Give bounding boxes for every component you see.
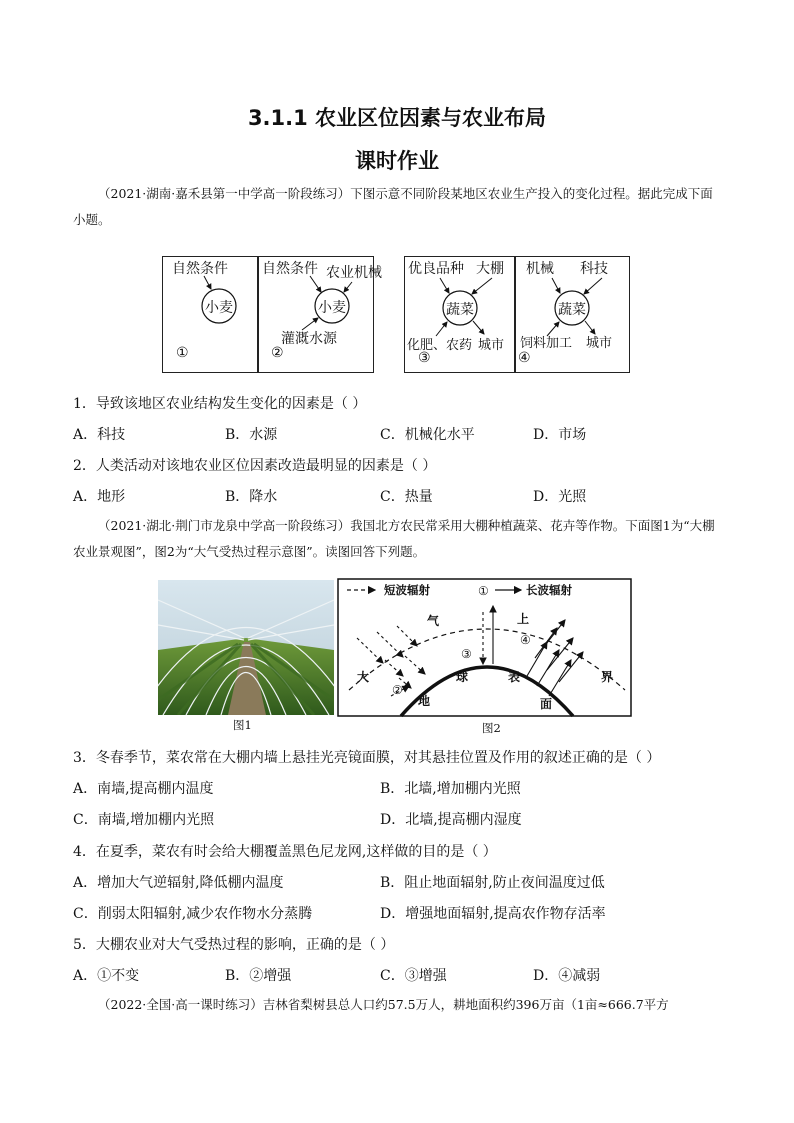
page-title: 3.1.1 农业区位因素与农业布局: [247, 106, 547, 130]
panel4-output-2: 城市: [586, 336, 613, 351]
atmos-label-1: 大: [357, 670, 370, 684]
panel3-input-1: 优良品种: [408, 261, 464, 277]
figure-2-caption: 图2: [482, 721, 501, 735]
question-4-stem: 4．在夏季，菜农有时会给大棚覆盖黑色尼龙网,这样做的目的是（ ）: [73, 844, 497, 860]
question-1-stem: 1．导致该地区农业结构发生变化的因素是（ ）: [73, 396, 367, 412]
radiation-mark-2: ②: [392, 683, 403, 697]
q3-option-a[interactable]: A．南墙,提高棚内温度: [73, 781, 214, 797]
atmos-label-2: 气: [427, 614, 440, 628]
q5-option-b[interactable]: B．②增强: [225, 968, 292, 984]
panel3-input-2: 大棚: [476, 261, 504, 277]
panel1-input: 自然条件: [172, 261, 228, 277]
panel4-input-2: 科技: [580, 261, 608, 277]
question-2-stem: 2．人类活动对该地农业区位因素改造最明显的因素是（ ）: [73, 458, 437, 474]
intro-paragraph-3: （2022·全国·高一课时练习）吉林省梨树县总人口约57.5万人，耕地面积约396万亩（1亩≈666.7平方: [98, 997, 669, 1012]
panel2-number: ②: [271, 345, 284, 361]
earth-label-4: 面: [540, 697, 553, 711]
atmosphere-heating-diagram: [337, 578, 633, 718]
atmos-label-4: 界: [601, 670, 614, 684]
panel3-output-2: 城市: [478, 338, 505, 353]
q3-option-d[interactable]: D．北墙,提高棚内湿度: [380, 812, 522, 828]
q2-option-a[interactable]: A．地形: [73, 489, 126, 505]
panel3-number: ③: [418, 350, 431, 366]
figure-1-caption: 图1: [233, 718, 252, 732]
panel2-input-2: 农业机械: [326, 265, 382, 281]
panel4-input-1: 机械: [526, 261, 554, 277]
panel1-crop: 小麦: [205, 300, 233, 316]
panel3-output-1: 化肥、农药: [407, 338, 473, 353]
q5-option-a[interactable]: A．①不变: [73, 968, 140, 984]
q2-option-d[interactable]: D．光照: [533, 489, 587, 505]
q1-option-d[interactable]: D．市场: [533, 427, 587, 443]
q3-option-c[interactable]: C．南墙,增加棚内光照: [73, 812, 215, 828]
radiation-mark-1: ①: [478, 584, 489, 598]
q5-option-d[interactable]: D．④减弱: [533, 968, 601, 984]
legend-short-wave: 短波辐射: [384, 583, 430, 597]
question-5-stem: 5．大棚农业对大气受热过程的影响，正确的是（ ）: [73, 937, 395, 953]
earth-label-2: 球: [456, 670, 469, 684]
earth-label-1: 地: [418, 694, 431, 708]
q4-option-c[interactable]: C．削弱太阳辐射,减少农作物水分蒸腾: [73, 906, 313, 922]
intro-paragraph-1: （2021·湖南·嘉禾县第一中学高一阶段练习）下图示意不同阶段某地区农业生产投入的变化过程。据此完成下面小题。: [73, 186, 713, 227]
atmos-label-3: 上: [517, 612, 530, 626]
q2-option-c[interactable]: C．热量: [380, 489, 433, 505]
q5-option-c[interactable]: C．③增强: [380, 968, 447, 984]
radiation-mark-4: ④: [520, 633, 531, 647]
panel4-crop: 蔬菜: [558, 302, 586, 318]
radiation-mark-3: ③: [461, 647, 472, 661]
q4-option-b[interactable]: B．阻止地面辐射,防止夜间温度过低: [380, 875, 605, 891]
panel4-number: ④: [518, 350, 531, 366]
panel2-output: 灌溉水源: [281, 331, 337, 347]
question-3-stem: 3．冬春季节，菜农常在大棚内墙上悬挂光亮镜面膜，对其悬挂位置及作用的叙述正确的是（ ）: [73, 750, 661, 766]
q1-option-a[interactable]: A．科技: [73, 427, 126, 443]
panel3-crop: 蔬菜: [446, 302, 474, 318]
panel2-input-1: 自然条件: [262, 261, 318, 277]
page-subtitle: 课时作业: [355, 149, 439, 173]
q3-option-b[interactable]: B．北墙,增加棚内光照: [380, 781, 521, 797]
intro-paragraph-2: （2021·湖北·荆门市龙泉中学高一阶段练习）我国北方农民常采用大棚种植蔬菜、花卉等作物。下面图1为“大棚农业景观图”，图2为“大气受热过程示意图”。读图回答下列题。: [73, 518, 715, 559]
q4-option-d[interactable]: D．增强地面辐射,提高农作物存活率: [380, 906, 606, 922]
q2-option-b[interactable]: B．降水: [225, 489, 278, 505]
panel4-output-1: 饲料加工: [520, 336, 573, 351]
q4-option-a[interactable]: A．增加大气逆辐射,降低棚内温度: [73, 875, 284, 891]
panel1-number: ①: [176, 345, 189, 361]
panel2-crop: 小麦: [318, 300, 346, 316]
legend-long-wave: 长波辐射: [526, 583, 572, 597]
q1-option-b[interactable]: B．水源: [225, 427, 278, 443]
greenhouse-photo: [158, 580, 334, 715]
q1-option-c[interactable]: C．机械化水平: [380, 427, 475, 443]
earth-label-3: 表: [508, 670, 521, 684]
